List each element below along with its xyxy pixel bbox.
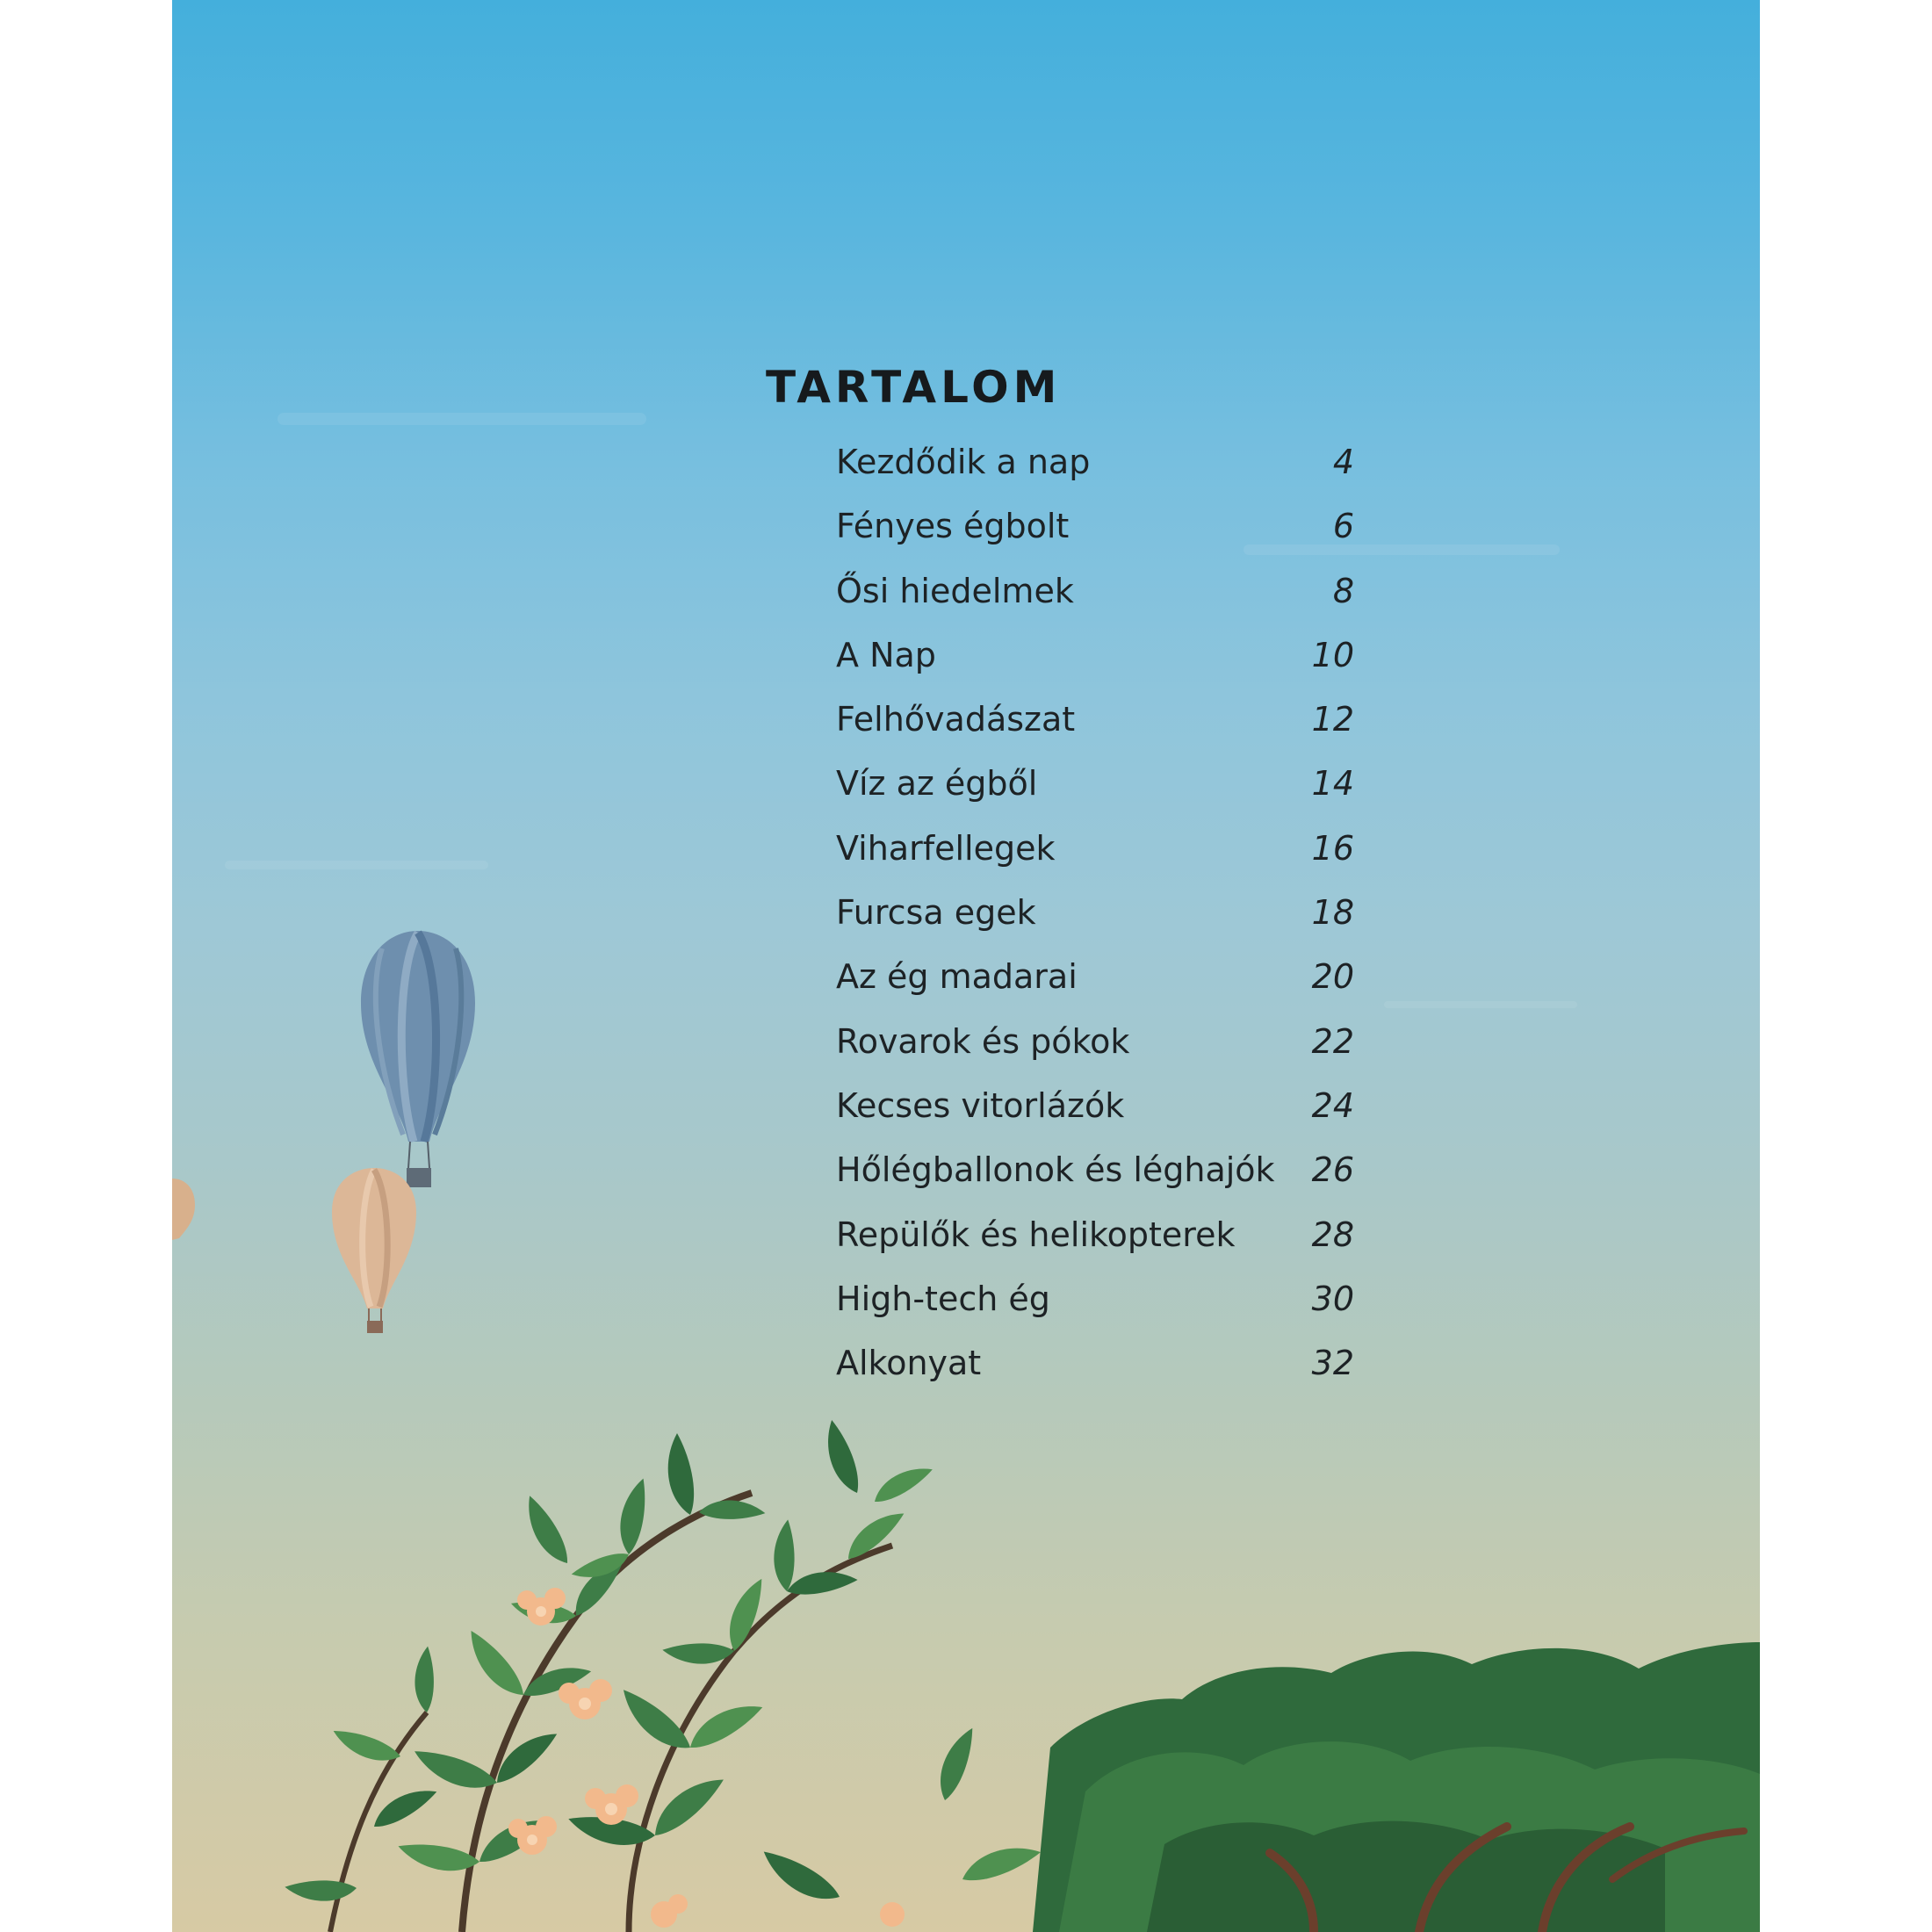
table-of-contents xyxy=(836,443,1354,1408)
toc-entry-title: Fényes égbolt xyxy=(836,507,1070,546)
toc-entry-title: Felhővadászat xyxy=(836,700,1076,739)
toc-entry[interactable] xyxy=(836,1086,1354,1150)
toc-entry-title: Víz az égből xyxy=(836,764,1038,804)
toc-entry-page: 14 xyxy=(1311,764,1354,804)
hot-air-balloon-icon xyxy=(361,931,475,1187)
toc-entry-title: Alkonyat xyxy=(836,1344,982,1383)
toc-entry-page: 16 xyxy=(1311,828,1354,868)
toc-entry-page: 32 xyxy=(1311,1344,1354,1383)
toc-entry[interactable] xyxy=(836,443,1354,507)
toc-entry-page: 26 xyxy=(1311,1150,1354,1190)
toc-entry[interactable] xyxy=(836,636,1354,700)
toc-entry-page: 10 xyxy=(1311,635,1354,674)
toc-entry-title: Repülők és helikopterek xyxy=(836,1215,1236,1254)
toc-entry[interactable] xyxy=(836,1215,1354,1280)
toc-entry[interactable] xyxy=(836,700,1354,764)
flower-icon xyxy=(508,1588,905,1928)
toc-entry-title: Kezdődik a nap xyxy=(836,443,1091,481)
toc-heading: TARTALOM xyxy=(766,362,1062,413)
toc-entry-title: Rovarok és pókok xyxy=(836,1021,1130,1061)
toc-entry-title: Az ég madarai xyxy=(836,957,1078,997)
toc-entry-page: 4 xyxy=(1332,443,1354,481)
toc-entry-page: 12 xyxy=(1311,700,1354,739)
toc-entry[interactable] xyxy=(836,1280,1354,1344)
toc-entry-title: Kecses vitorlázók xyxy=(836,1085,1125,1125)
toc-entry-page: 28 xyxy=(1311,1215,1354,1254)
toc-entry[interactable] xyxy=(836,1150,1354,1215)
toc-entry-title: A Nap xyxy=(836,635,936,674)
toc-entry-page: 24 xyxy=(1311,1085,1354,1125)
toc-entry[interactable] xyxy=(836,1022,1354,1086)
toc-entry[interactable] xyxy=(836,829,1354,893)
toc-entry[interactable] xyxy=(836,507,1354,571)
toc-entry-title: Hőlégballonok és léghajók xyxy=(836,1150,1275,1190)
leafy-branch-icon xyxy=(284,1417,1043,1932)
toc-entry-title: High-tech ég xyxy=(836,1279,1050,1318)
toc-entry[interactable] xyxy=(836,764,1354,828)
toc-entry-title: Viharfellegek xyxy=(836,828,1056,868)
hot-air-balloon-icon xyxy=(332,1168,416,1333)
hot-air-balloon-icon xyxy=(172,1179,195,1240)
toc-entry-title: Furcsa egek xyxy=(836,893,1036,933)
toc-entry-page: 18 xyxy=(1311,893,1354,933)
tree-icon xyxy=(1033,1642,1760,1932)
toc-entry-page: 22 xyxy=(1311,1021,1354,1061)
toc-entry-title: Ősi hiedelmek xyxy=(836,571,1074,610)
toc-entry[interactable] xyxy=(836,572,1354,636)
toc-entry[interactable] xyxy=(836,893,1354,957)
toc-entry-page: 6 xyxy=(1332,507,1354,546)
book-page xyxy=(172,0,1760,1932)
toc-entry-page: 8 xyxy=(1332,571,1354,610)
toc-entry[interactable] xyxy=(836,957,1354,1021)
toc-entry[interactable] xyxy=(836,1344,1354,1408)
toc-entry-page: 20 xyxy=(1311,957,1354,997)
toc-entry-page: 30 xyxy=(1311,1279,1354,1318)
